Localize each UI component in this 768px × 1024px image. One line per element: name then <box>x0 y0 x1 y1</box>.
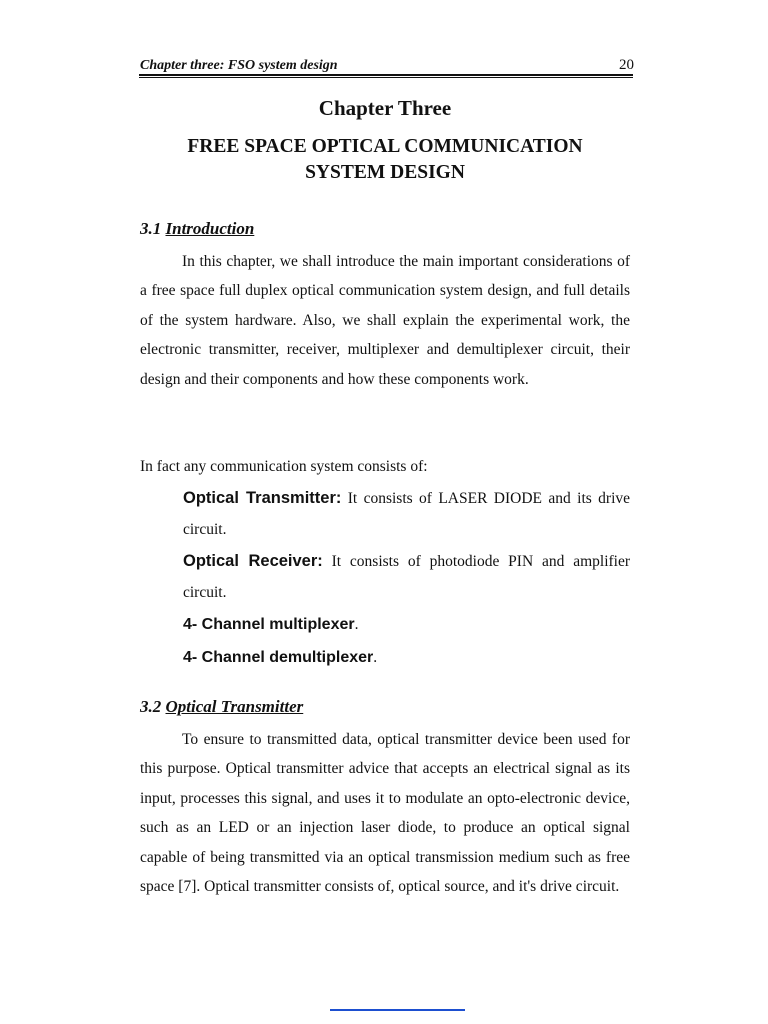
list-item-label: Optical Transmitter: <box>183 489 342 507</box>
section-number: 3.2 <box>140 697 162 716</box>
running-header-title: Chapter three: FSO system design <box>140 58 338 73</box>
header-rule-thin <box>139 77 633 78</box>
chapter-title <box>140 134 630 186</box>
section-title: Optical Transmitter <box>165 697 304 716</box>
list-item-label: 4- Channel multiplexer <box>183 616 355 633</box>
list-item-text: It consists of LASER DIODE and its drive circuit. <box>183 490 631 538</box>
list-item-optical-transmitter <box>183 483 630 545</box>
chapter-title-line-2: SYSTEM DESIGN <box>305 162 465 183</box>
list-item-text: . <box>373 649 378 666</box>
header-rule-thick <box>139 74 633 76</box>
section-title: Introduction <box>165 219 255 238</box>
list-item-demultiplexer <box>183 642 630 673</box>
intro-paragraph: In this chapter, we shall introduce the main important considerations of a free space full duplex optical communication system design, and full details of the system hardware. Also, we shall explain the experimental work, the electronic transmitter, receiver, multiplexer and demultiplexer circuit, their design and their components and how these components work. <box>140 253 630 388</box>
section-number: 3.1 <box>140 219 162 238</box>
chapter-label: Chapter Three <box>318 96 452 120</box>
section-heading-introduction <box>140 219 254 239</box>
section-heading-optical-transmitter <box>140 697 303 717</box>
list-item-label: 4- Channel demultiplexer <box>183 649 374 666</box>
chapter-title-line-1: FREE SPACE OPTICAL COMMUNICATION <box>187 136 583 157</box>
list-item-label: Optical Receiver: <box>183 552 323 570</box>
list-item-text: . <box>354 616 359 633</box>
list-item-optical-receiver <box>183 546 630 608</box>
page-number: 20 <box>619 57 634 73</box>
lead-in-text: In fact any communication system consists of: <box>140 458 428 475</box>
footer-rule <box>330 1009 465 1011</box>
transmitter-paragraph: To ensure to transmitted data, optical transmitter device been used for this purpose. Optical transmitter advice that accepts an electrical signal as its input, processes this signal, and uses it to modulate an opto-electronic device, such as an LED or an injection laser diode, to produce an optical signal capable of being transmitted via an optical transmission medium such as free space [7]. Optical transmitter consists of, optical source, and it's drive circuit. <box>140 731 630 896</box>
list-item-text: It consists of photodiode PIN and amplifier circuit. <box>183 553 631 601</box>
list-item-multiplexer <box>183 609 630 640</box>
